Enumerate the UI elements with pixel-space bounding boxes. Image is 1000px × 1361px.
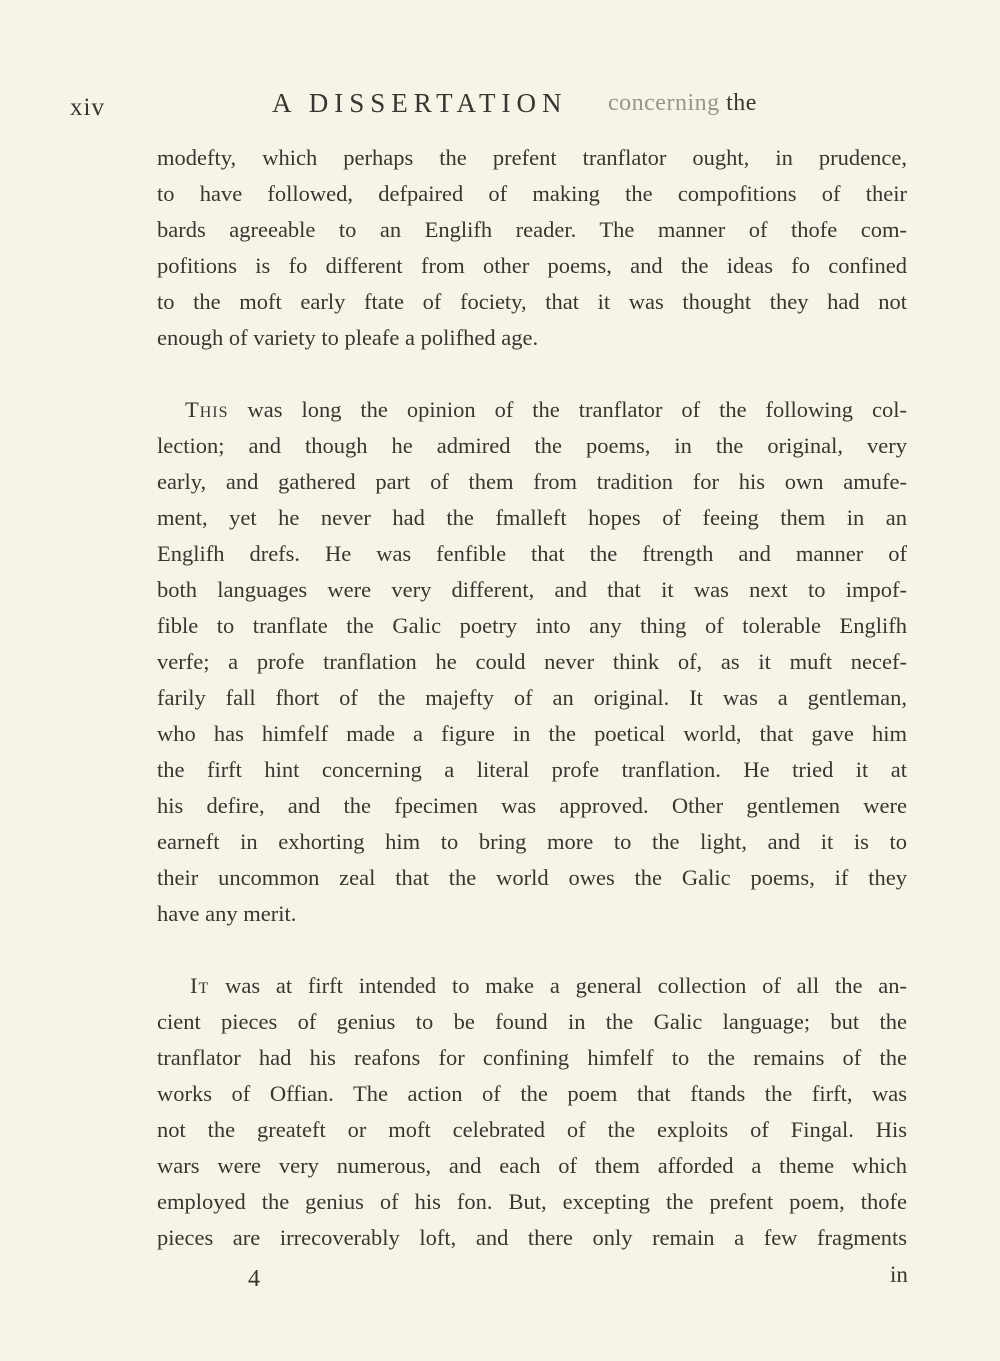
lead-word: It — [190, 973, 210, 998]
page-number: xiv — [70, 94, 105, 121]
text-line: enough of variety to pleafe a polifhed age. — [157, 325, 539, 350]
text-line: early, and gathered part of them from tradition for his own amufe- — [157, 469, 907, 494]
paragraph-1 — [157, 140, 907, 356]
page-footer — [0, 1262, 1000, 1302]
text-line-rest: was long the opinion of the tranflator of the following col- — [228, 397, 907, 422]
text-line: his defire, and the fpecimen was approved. Other gentlemen were — [157, 793, 907, 818]
text-line: wars were very numerous, and each of them afforded a theme which — [157, 1153, 907, 1178]
text-line: modefty, which perhaps the prefent tranflator ought, in prudence, — [157, 145, 907, 170]
text-line: earneft in exhorting him to bring more to the light, and it is to — [157, 829, 907, 854]
lead-word: This — [185, 397, 229, 422]
text-line: pofitions is fo different from other poems, and the ideas fo confined — [157, 253, 907, 278]
text-line: have any merit. — [157, 901, 297, 926]
signature-mark: 4 — [248, 1266, 260, 1292]
running-subtitle-word: the — [726, 90, 757, 116]
text-line: farily fall fhort of the majefty of an original. It was a gentleman, — [157, 685, 907, 710]
text-line: Englifh drefs. He was fenfible that the ftrength and manner of — [157, 541, 907, 566]
text-line: works of Offian. The action of the poem that ftands the firft, was — [157, 1081, 907, 1106]
text-line: the firft hint concerning a literal profe tranflation. He tried it at — [157, 757, 907, 782]
text-line: both languages were very different, and that it was next to impof- — [157, 577, 907, 602]
running-title: A DISSERTATION — [272, 88, 568, 118]
text-line: to the moft early ftate of fociety, that it was thought they had not — [157, 289, 907, 314]
text-line: their uncommon zeal that the world owes the Galic poems, if they — [157, 865, 907, 890]
text-line: verfe; a profe tranflation he could never think of, as it muft necef- — [157, 649, 907, 674]
text-line: lection; and though he admired the poems, in the original, very — [157, 433, 907, 458]
catchword: in — [890, 1262, 908, 1287]
paragraph-3 — [157, 968, 907, 1256]
paragraph-gap — [157, 356, 907, 392]
text-line-lead — [157, 392, 907, 428]
text-line: cient pieces of genius to be found in the Galic language; but the — [157, 1009, 907, 1034]
text-line: pieces are irrecoverably loft, and there only remain a few fragments — [157, 1225, 907, 1250]
body-text — [157, 140, 907, 1256]
paragraph-2 — [157, 392, 907, 932]
text-line-lead — [157, 968, 907, 1004]
text-line: ment, yet he never had the fmalleft hopes of feeing them in an — [157, 505, 907, 530]
text-line: to have followed, defpaired of making the compofitions of their — [157, 181, 907, 206]
text-line: employed the genius of his fon. But, excepting the prefent poem, thofe — [157, 1189, 907, 1214]
text-line: who has himfelf made a figure in the poetical world, that gave him — [157, 721, 907, 746]
text-line-rest: was at firft intended to make a general collection of all the an- — [209, 973, 907, 998]
paragraph-gap — [157, 932, 907, 968]
text-line: fible to tranflate the Galic poetry into any thing of tolerable Englifh — [157, 613, 907, 638]
running-subtitle-faint: concerning — [608, 90, 720, 116]
text-line: tranflator had his reafons for confining himfelf to the remains of the — [157, 1045, 907, 1070]
text-line: not the greateft or moft celebrated of the exploits of Fingal. His — [157, 1117, 907, 1142]
running-subtitle — [608, 90, 757, 117]
text-line: bards agreeable to an Englifh reader. The manner of thofe com- — [157, 217, 907, 242]
page-header — [0, 88, 1000, 128]
